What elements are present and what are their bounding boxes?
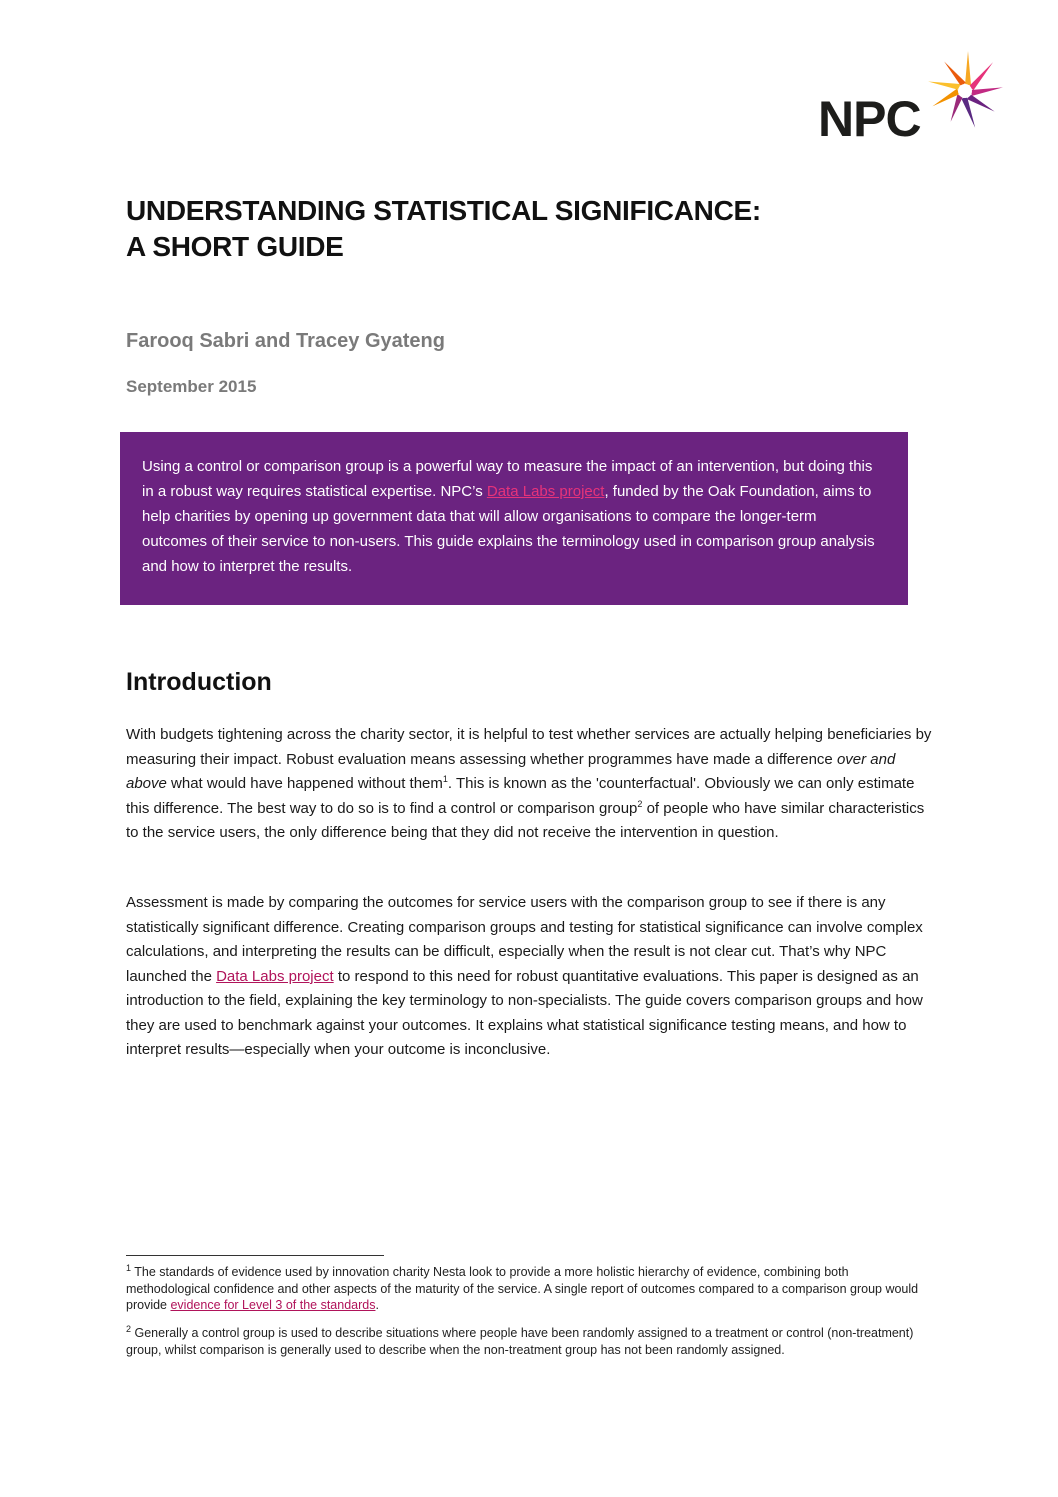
- page-title: [126, 193, 946, 265]
- footnote-1-number: 1: [126, 1262, 132, 1273]
- footnote-ref-1[interactable]: 1: [442, 774, 448, 784]
- summary-text-2: , funded by the Oak Foundation, aims to help charities by opening up government data that will allow organisations to compare the longer-term outcomes of their service to non-users. This guide explains the terminology used in comparison group analysis and how to interpret the results.: [142, 483, 875, 575]
- footnote-divider: [126, 1255, 384, 1256]
- npc-logo-text: NPC: [818, 91, 921, 147]
- authors: Farooq Sabri and Tracey Gyateng: [126, 330, 445, 352]
- p2-text-b: to respond to this need for robust quantitative evaluations. This paper is designed as an introduction to the field, explaining the key terminology to non-specialists. The guide covers comparison groups and how they are used to benchmark against your outcomes. It explains what statistical significance testing means, and how to interpret results—especially when your outcome is inconclusive.: [126, 967, 923, 1058]
- summary-text-1: Using a control or comparison group is a powerful way to measure the impact of an intervention, but doing this in a robust way requires statistical expertise. NPC’s: [142, 458, 873, 500]
- p1-emphasis: over and above: [126, 750, 896, 792]
- p1-text-a: With budgets tightening across the charity sector, it is helpful to test whether services are actually helping beneficiaries by measuring their impact. Robust evaluation means assessing whether programmes have made a difference: [126, 726, 932, 768]
- data-labs-project-link[interactable]: Data Labs project: [216, 967, 334, 985]
- title-line-1: UNDERSTANDING STATISTICAL SIGNIFICANCE:: [126, 195, 761, 226]
- npc-logo: [818, 48, 1008, 148]
- footnote-2: [126, 1325, 926, 1358]
- publication-date: September 2015: [126, 377, 257, 396]
- footnote-ref-2[interactable]: 2: [637, 798, 643, 809]
- standards-evidence-link[interactable]: evidence for Level 3 of the standards: [170, 1298, 376, 1312]
- footnote-2-number: 2: [126, 1323, 132, 1334]
- footnote-1-end: .: [375, 1298, 379, 1312]
- summary-box: [120, 432, 908, 605]
- footnote-1: [126, 1264, 926, 1314]
- data-labs-link[interactable]: Data Labs project: [486, 483, 605, 500]
- footnote-1-text: The standards of evidence used by innovation charity Nesta look to provide a more holistic hierarchy of evidence, combining both methodological confidence and other aspects of the maturity of the service. A single report of outcomes compared to a comparison group would provide: [126, 1265, 919, 1312]
- star-burst-icon: [922, 48, 1008, 134]
- intro-paragraph-1: [126, 723, 936, 846]
- p1-text-b: what would have happened without them: [166, 775, 443, 792]
- introduction-heading: Introduction: [126, 668, 272, 696]
- title-line-2: A SHORT GUIDE: [126, 231, 344, 262]
- footnote-2-text: Generally a control group is used to describe situations where people have been randomly assigned to a treatment or control (non-treatment) group, whilst comparison is generally used to describe when the non-treatment group has not been randomly assigned.: [126, 1326, 914, 1357]
- intro-paragraph-2: [126, 891, 936, 1063]
- p1-text-c: . This is known as the 'counterfactual'. Obviously we can only estimate this difference. The best way to do so is to find a control or comparison group: [126, 775, 915, 817]
- p2-text-a: Assessment is made by comparing the outcomes for service users with the comparison group to see if there is any statistically significant difference. Creating comparison groups and testing for statistical significance can involve complex calculations, and interpreting the results can be difficult, especially when the result is not clear cut. That’s why NPC launched the: [126, 894, 923, 985]
- p1-text-d: of people who have similar characteristics to the service users, the only difference being that they did not receive the intervention in question.: [126, 799, 925, 841]
